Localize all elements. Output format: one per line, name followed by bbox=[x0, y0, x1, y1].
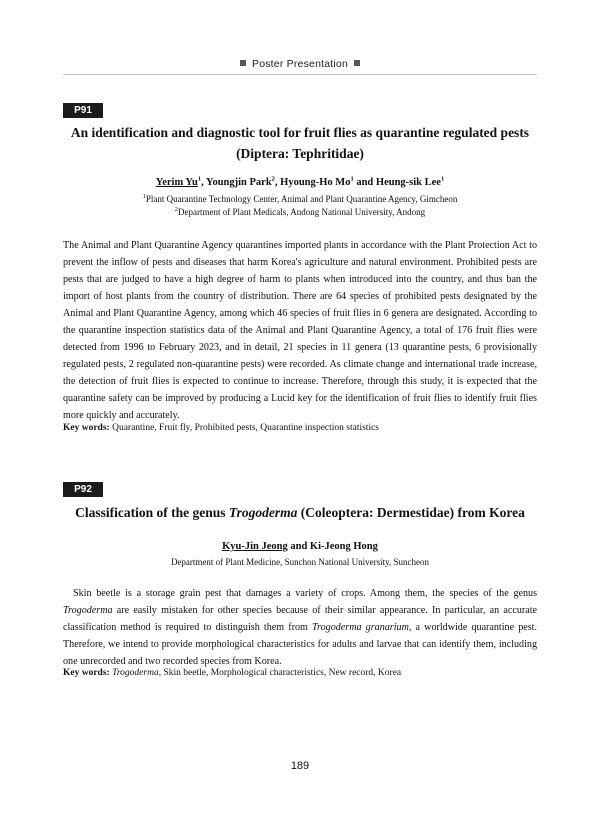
keywords-line bbox=[63, 668, 537, 678]
keywords-label: Key words: bbox=[63, 668, 110, 678]
presenting-author: Yerim Yu bbox=[155, 177, 198, 188]
square-bullet-icon bbox=[240, 60, 246, 66]
header-label: Poster Presentation bbox=[251, 58, 349, 70]
author-name: and Ki-Jeong Hong bbox=[287, 541, 378, 552]
affiliation bbox=[63, 193, 537, 206]
abstract-body bbox=[63, 585, 537, 670]
presenting-author: Kyu-Jin Jeong bbox=[222, 541, 288, 552]
running-header bbox=[0, 58, 600, 70]
abstract-number-badge: P92 bbox=[63, 482, 103, 497]
abstract-title bbox=[63, 502, 537, 523]
abstract-text: are easily mistaken for other species because of their similar appearance. In particular, an accurate classification method is required to distinguish them from bbox=[63, 605, 537, 633]
abstract-body: The Animal and Plant Quarantine Agency quarantines imported plants in accordance with the Plant Protection Act to prevent the inflow of pests and diseases that harm Korea's agriculture and natural environment. Prohibited pests are pests that are judged to have a high degree of harm to plants when introduced into the country, and thus ban the import of host plants from the country of distribution. There are 64 species of prohibited pests designated by the Animal and Plant Quarantine Agency, among which 46 species of fruit flies in 6 genera are designated. According to the quarantine inspection statistics data of the Animal and Plant Quarantine Agency, a total of 176 fruit flies were detected from 1996 to February 2023, and in detail, 21 species in 11 genera (13 quarantine pests, 6 provisionally regulated pests, 2 regulated non-quarantine pests) were recorded. As climate change and international trade increase, the detection of fruit flies is expected to continue to increase. Therefore, through this study, it is expected that the quarantine safety can be improved by producing a Lucid key for the identification of fruit flies to identify fruit flies more quickly and accurately. bbox=[63, 240, 537, 421]
author-name: Hyoung-Ho Mo bbox=[280, 177, 351, 188]
abstract-species: Trogoderma granarium bbox=[312, 622, 409, 633]
author-superscript: 1 bbox=[440, 175, 445, 183]
abstract-genus: Trogoderma bbox=[63, 605, 113, 616]
keywords-label: Key words: bbox=[63, 423, 110, 433]
keywords-text: Quarantine, Fruit fly, Prohibited pests, Quarantine inspection statistics bbox=[112, 423, 379, 433]
affiliation-text: Department of Plant Medicals, Andong National University, Andong bbox=[178, 207, 426, 217]
abstract-title bbox=[63, 122, 537, 164]
author-list bbox=[63, 177, 537, 188]
title-text: Classification of the genus bbox=[75, 505, 229, 520]
affiliation-text: Plant Quarantine Technology Center, Animal and Plant Quarantine Agency, Gimcheon bbox=[145, 194, 458, 204]
author-list bbox=[63, 541, 537, 552]
affiliation-list bbox=[63, 193, 537, 219]
title-line: (Diptera: Tephritidae) bbox=[236, 146, 364, 161]
title-genus: Trogoderma bbox=[228, 505, 298, 520]
abstract-text: , a worldwide quarantine pest. Therefore, we intend to provide morphological characteristics for adults and larvae that can identify them, including one unrecorded and two recorded species from Korea. bbox=[63, 622, 537, 667]
affiliation bbox=[63, 206, 537, 219]
title-line: An identification and diagnostic tool for fruit flies as quarantine regulated pests bbox=[70, 125, 530, 140]
author-superscript: 1 bbox=[197, 175, 202, 183]
author-superscript: 1 bbox=[350, 175, 354, 183]
affiliation: Department of Plant Medicine, Sunchon National University, Suncheon bbox=[170, 557, 430, 567]
header-divider bbox=[63, 74, 537, 75]
separator: and bbox=[353, 177, 376, 188]
keywords-line bbox=[63, 423, 537, 433]
author-name: Heung-sik Lee bbox=[375, 177, 441, 188]
author-name: Youngjin Park bbox=[206, 177, 272, 188]
square-bullet-icon bbox=[354, 60, 360, 66]
abstract-text: Skin beetle is a storage grain pest that damages a variety of crops. Among them, the species of the genus bbox=[73, 588, 537, 599]
separator: , bbox=[274, 177, 281, 188]
author-superscript: 2 bbox=[271, 175, 275, 183]
title-text: (Coleoptera: Dermestidae) from Korea bbox=[297, 505, 525, 520]
keywords-text: , Skin beetle, Morphological characteristics, New record, Korea bbox=[158, 668, 402, 678]
page-number: 189 bbox=[290, 760, 310, 772]
affiliation-superscript: 1 bbox=[142, 193, 146, 200]
keywords-genus: Trogoderma bbox=[112, 668, 159, 678]
separator: , bbox=[201, 177, 207, 188]
abstract-number-badge: P91 bbox=[63, 103, 103, 118]
affiliation-superscript: 2 bbox=[174, 206, 179, 213]
